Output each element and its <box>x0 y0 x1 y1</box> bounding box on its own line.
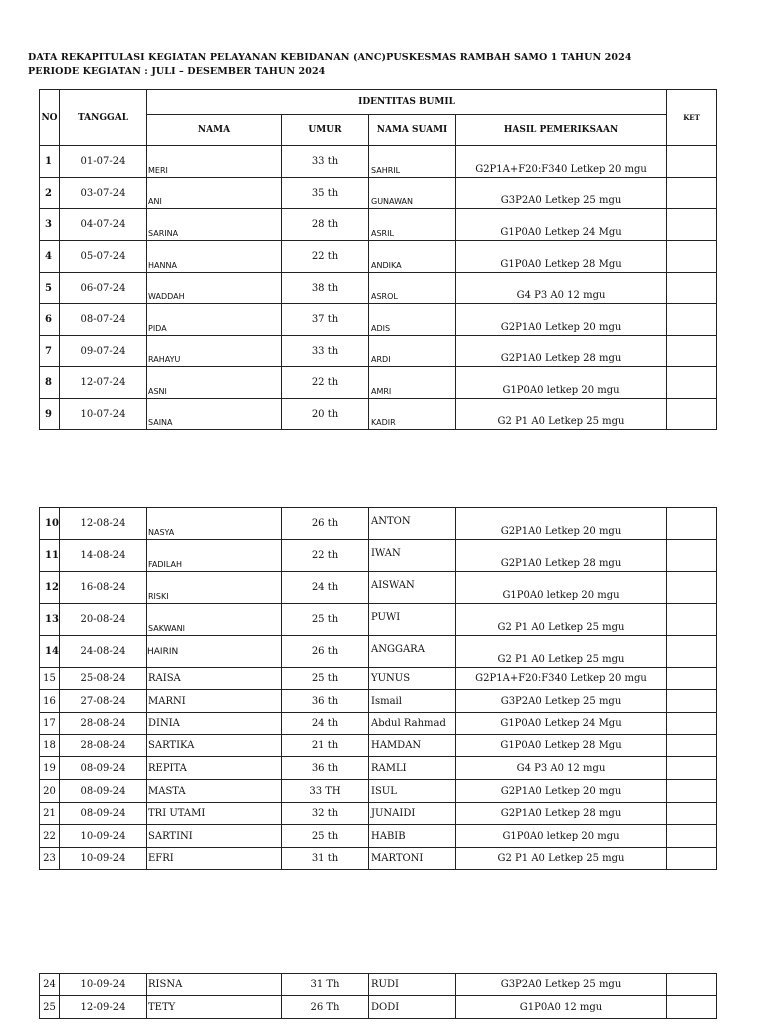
row-tanggal: 28-08-24 <box>60 735 147 757</box>
row-umur: 37 th <box>282 304 369 336</box>
row-umur: 26 Th <box>282 996 369 1019</box>
row-number: 24 <box>40 974 60 996</box>
row-number: 4 <box>40 241 60 273</box>
row-nama-suami: ANTON <box>369 508 456 540</box>
row-ket <box>667 974 717 996</box>
row-umur: 31 Th <box>282 974 369 996</box>
row-umur: 33 th <box>282 146 369 178</box>
row-ket <box>667 996 717 1019</box>
row-hasil-pemeriksaan: G2P1A0 Letkep 28 mgu <box>456 336 667 367</box>
row-ket <box>667 636 717 668</box>
row-tanggal: 08-09-24 <box>60 757 147 780</box>
row-number: 5 <box>40 273 60 304</box>
row-nama-suami: ADIS <box>369 304 456 336</box>
table-row <box>40 209 717 241</box>
table-row <box>40 713 717 735</box>
anc-table-1 <box>39 89 717 430</box>
row-nama-suami: SAHRIL <box>369 146 456 178</box>
row-ket <box>667 604 717 636</box>
row-number: 9 <box>40 399 60 430</box>
row-nama: WADDAH <box>147 273 282 304</box>
row-nama: RAHAYU <box>147 336 282 367</box>
row-umur: 22 th <box>282 367 369 399</box>
table-3-body <box>40 974 717 1019</box>
row-ket <box>667 572 717 604</box>
table-row <box>40 735 717 757</box>
row-umur: 25 th <box>282 668 369 690</box>
row-nama-suami: ANGGARA <box>369 636 456 668</box>
row-umur: 36 th <box>282 757 369 780</box>
row-tanggal: 25-08-24 <box>60 668 147 690</box>
table-row <box>40 178 717 209</box>
row-hasil-pemeriksaan: G2P1A0 Letkep 20 mgu <box>456 304 667 336</box>
row-nama: HANNA <box>147 241 282 273</box>
row-tanggal: 12-08-24 <box>60 508 147 540</box>
row-tanggal: 12-07-24 <box>60 367 147 399</box>
header-no: NO <box>40 90 60 146</box>
row-nama: DINIA <box>147 713 282 735</box>
row-nama: TETY <box>147 996 282 1019</box>
table-row <box>40 399 717 430</box>
table-row <box>40 803 717 825</box>
row-umur: 24 th <box>282 572 369 604</box>
row-tanggal: 16-08-24 <box>60 572 147 604</box>
row-tanggal: 10-09-24 <box>60 848 147 870</box>
header-nama: NAMA <box>147 115 282 146</box>
row-nama: EFRI <box>147 848 282 870</box>
row-nama-suami: JUNAIDI <box>369 803 456 825</box>
row-umur: 33 TH <box>282 780 369 803</box>
row-ket <box>667 336 717 367</box>
row-number: 18 <box>40 735 60 757</box>
table-row <box>40 668 717 690</box>
row-nama-suami: MARTONI <box>369 848 456 870</box>
header-umur: UMUR <box>282 115 369 146</box>
row-nama-suami: ANDIKA <box>369 241 456 273</box>
row-nama: FADILAH <box>147 540 282 572</box>
row-ket <box>667 803 717 825</box>
row-ket <box>667 713 717 735</box>
row-tanggal: 08-09-24 <box>60 780 147 803</box>
row-ket <box>667 540 717 572</box>
row-ket <box>667 146 717 178</box>
row-nama: TRI UTAMI <box>147 803 282 825</box>
row-number: 13 <box>40 604 60 636</box>
row-umur: 22 th <box>282 241 369 273</box>
row-hasil-pemeriksaan: G2P1A+F20:F340 Letkep 20 mgu <box>456 146 667 178</box>
table-row <box>40 604 717 636</box>
row-number: 10 <box>40 508 60 540</box>
row-number: 8 <box>40 367 60 399</box>
row-number: 14 <box>40 636 60 668</box>
row-umur: 26 th <box>282 508 369 540</box>
row-tanggal: 10-07-24 <box>60 399 147 430</box>
table-row <box>40 273 717 304</box>
row-number: 22 <box>40 825 60 848</box>
row-number: 1 <box>40 146 60 178</box>
row-number: 16 <box>40 690 60 713</box>
row-ket <box>667 848 717 870</box>
table-row <box>40 241 717 273</box>
row-ket <box>667 780 717 803</box>
row-umur: 28 th <box>282 209 369 241</box>
row-nama: SAINA <box>147 399 282 430</box>
row-tanggal: 09-07-24 <box>60 336 147 367</box>
row-nama: SARINA <box>147 209 282 241</box>
row-umur: 33 th <box>282 336 369 367</box>
row-ket <box>667 273 717 304</box>
row-ket <box>667 367 717 399</box>
row-nama: ANI <box>147 178 282 209</box>
row-nama: PIDA <box>147 304 282 336</box>
row-tanggal: 20-08-24 <box>60 604 147 636</box>
row-number: 17 <box>40 713 60 735</box>
row-tanggal: 06-07-24 <box>60 273 147 304</box>
row-nama-suami: ISUL <box>369 780 456 803</box>
row-hasil-pemeriksaan: G3P2A0 Letkep 25 mgu <box>456 178 667 209</box>
row-hasil-pemeriksaan: G2 P1 A0 Letkep 25 mgu <box>456 636 667 668</box>
row-number: 20 <box>40 780 60 803</box>
row-number: 19 <box>40 757 60 780</box>
header-nama-suami: NAMA SUAMI <box>369 115 456 146</box>
row-nama: RISNA <box>147 974 282 996</box>
row-number: 2 <box>40 178 60 209</box>
table-row <box>40 636 717 668</box>
row-umur: 24 th <box>282 713 369 735</box>
anc-table-3 <box>39 973 717 1019</box>
row-ket <box>667 825 717 848</box>
row-nama-suami: IWAN <box>369 540 456 572</box>
row-nama: RAISA <box>147 668 282 690</box>
row-hasil-pemeriksaan: G4 P3 A0 12 mgu <box>456 757 667 780</box>
row-number: 25 <box>40 996 60 1019</box>
report-title: DATA REKAPITULASI KEGIATAN PELAYANAN KEBIDANAN (ANC)PUSKESMAS RAMBAH SAMO 1 TAHUN 2024 <box>28 52 632 63</box>
row-hasil-pemeriksaan: G1P0A0 Letkep 28 Mgu <box>456 241 667 273</box>
row-nama-suami: YUNUS <box>369 668 456 690</box>
row-tanggal: 03-07-24 <box>60 178 147 209</box>
row-nama-suami: DODI <box>369 996 456 1019</box>
table-row <box>40 780 717 803</box>
row-hasil-pemeriksaan: G1P0A0 Letkep 28 Mgu <box>456 735 667 757</box>
row-nama-suami: Abdul Rahmad <box>369 713 456 735</box>
row-nama: MERI <box>147 146 282 178</box>
row-hasil-pemeriksaan: G2 P1 A0 Letkep 25 mgu <box>456 604 667 636</box>
row-nama: HAIRIN <box>147 636 282 668</box>
row-number: 7 <box>40 336 60 367</box>
table-row <box>40 848 717 870</box>
row-hasil-pemeriksaan: G2P1A0 Letkep 20 mgu <box>456 780 667 803</box>
row-tanggal: 08-07-24 <box>60 304 147 336</box>
table-row <box>40 336 717 367</box>
header-identitas-bumil: IDENTITAS BUMIL <box>147 90 667 115</box>
row-nama: MARNI <box>147 690 282 713</box>
row-number: 6 <box>40 304 60 336</box>
row-nama-suami: RAMLI <box>369 757 456 780</box>
row-nama: SARTINI <box>147 825 282 848</box>
anc-table-2 <box>39 507 717 870</box>
row-ket <box>667 690 717 713</box>
row-hasil-pemeriksaan: G3P2A0 Letkep 25 mgu <box>456 690 667 713</box>
row-hasil-pemeriksaan: G1P0A0 Letkep 24 Mgu <box>456 713 667 735</box>
table-row <box>40 690 717 713</box>
row-number: 3 <box>40 209 60 241</box>
row-hasil-pemeriksaan: G2 P1 A0 Letkep 25 mgu <box>456 399 667 430</box>
row-nama: SAKWANI <box>147 604 282 636</box>
row-nama: MASTA <box>147 780 282 803</box>
table-row <box>40 825 717 848</box>
row-nama-suami: AISWAN <box>369 572 456 604</box>
table-row <box>40 540 717 572</box>
row-hasil-pemeriksaan: G1P0A0 Letkep 24 Mgu <box>456 209 667 241</box>
row-umur: 21 th <box>282 735 369 757</box>
row-ket <box>667 241 717 273</box>
table-row <box>40 146 717 178</box>
row-hasil-pemeriksaan: G2P1A0 Letkep 28 mgu <box>456 803 667 825</box>
row-tanggal: 08-09-24 <box>60 803 147 825</box>
row-nama: ASNI <box>147 367 282 399</box>
row-nama-suami: ASROL <box>369 273 456 304</box>
row-umur: 26 th <box>282 636 369 668</box>
row-ket <box>667 399 717 430</box>
row-tanggal: 12-09-24 <box>60 996 147 1019</box>
row-hasil-pemeriksaan: G1P0A0 letkep 20 mgu <box>456 825 667 848</box>
report-period: PERIODE KEGIATAN : JULI – DESEMBER TAHUN 2024 <box>28 66 326 77</box>
row-hasil-pemeriksaan: G2P1A+F20:F340 Letkep 20 mgu <box>456 668 667 690</box>
row-nama: NASYA <box>147 508 282 540</box>
row-umur: 35 th <box>282 178 369 209</box>
row-ket <box>667 209 717 241</box>
table-2-body <box>40 508 717 870</box>
table-row <box>40 572 717 604</box>
row-ket <box>667 735 717 757</box>
table-row <box>40 974 717 996</box>
row-umur: 32 th <box>282 803 369 825</box>
row-umur: 20 th <box>282 399 369 430</box>
row-nama-suami: ASRIL <box>369 209 456 241</box>
row-umur: 25 th <box>282 825 369 848</box>
row-umur: 22 th <box>282 540 369 572</box>
row-number: 23 <box>40 848 60 870</box>
header-tanggal: TANGGAL <box>60 90 147 146</box>
row-nama-suami: HAMDAN <box>369 735 456 757</box>
row-ket <box>667 757 717 780</box>
row-hasil-pemeriksaan: G2P1A0 Letkep 28 mgu <box>456 540 667 572</box>
row-umur: 31 th <box>282 848 369 870</box>
row-tanggal: 04-07-24 <box>60 209 147 241</box>
row-hasil-pemeriksaan: G2 P1 A0 Letkep 25 mgu <box>456 848 667 870</box>
row-hasil-pemeriksaan: G4 P3 A0 12 mgu <box>456 273 667 304</box>
row-tanggal: 27-08-24 <box>60 690 147 713</box>
row-tanggal: 10-09-24 <box>60 825 147 848</box>
row-ket <box>667 508 717 540</box>
table-row <box>40 996 717 1019</box>
row-nama-suami: HABIB <box>369 825 456 848</box>
row-nama-suami: Ismail <box>369 690 456 713</box>
row-ket <box>667 668 717 690</box>
row-hasil-pemeriksaan: G1P0A0 12 mgu <box>456 996 667 1019</box>
row-ket <box>667 304 717 336</box>
table-1-body <box>40 146 717 430</box>
row-umur: 25 th <box>282 604 369 636</box>
table-row <box>40 367 717 399</box>
row-number: 21 <box>40 803 60 825</box>
row-tanggal: 14-08-24 <box>60 540 147 572</box>
row-nama: RISKI <box>147 572 282 604</box>
row-umur: 36 th <box>282 690 369 713</box>
row-hasil-pemeriksaan: G3P2A0 Letkep 25 mgu <box>456 974 667 996</box>
row-nama-suami: RUDI <box>369 974 456 996</box>
row-tanggal: 28-08-24 <box>60 713 147 735</box>
row-nama: REPITA <box>147 757 282 780</box>
row-tanggal: 24-08-24 <box>60 636 147 668</box>
row-number: 12 <box>40 572 60 604</box>
header-hasil-pemeriksaan: HASIL PEMERIKSAAN <box>456 115 667 146</box>
table-row <box>40 304 717 336</box>
row-hasil-pemeriksaan: G2P1A0 Letkep 20 mgu <box>456 508 667 540</box>
row-hasil-pemeriksaan: G1P0A0 letkep 20 mgu <box>456 367 667 399</box>
row-nama-suami: AMRI <box>369 367 456 399</box>
row-ket <box>667 178 717 209</box>
row-nama-suami: KADIR <box>369 399 456 430</box>
row-nama-suami: PUWI <box>369 604 456 636</box>
row-tanggal: 10-09-24 <box>60 974 147 996</box>
row-tanggal: 01-07-24 <box>60 146 147 178</box>
row-number: 11 <box>40 540 60 572</box>
table-row <box>40 757 717 780</box>
row-umur: 38 th <box>282 273 369 304</box>
table-row <box>40 508 717 540</box>
row-nama-suami: GUNAWAN <box>369 178 456 209</box>
header-ket: KET <box>667 90 717 146</box>
row-number: 15 <box>40 668 60 690</box>
row-nama: SARTIKA <box>147 735 282 757</box>
row-hasil-pemeriksaan: G1P0A0 letkep 20 mgu <box>456 572 667 604</box>
row-tanggal: 05-07-24 <box>60 241 147 273</box>
row-nama-suami: ARDI <box>369 336 456 367</box>
